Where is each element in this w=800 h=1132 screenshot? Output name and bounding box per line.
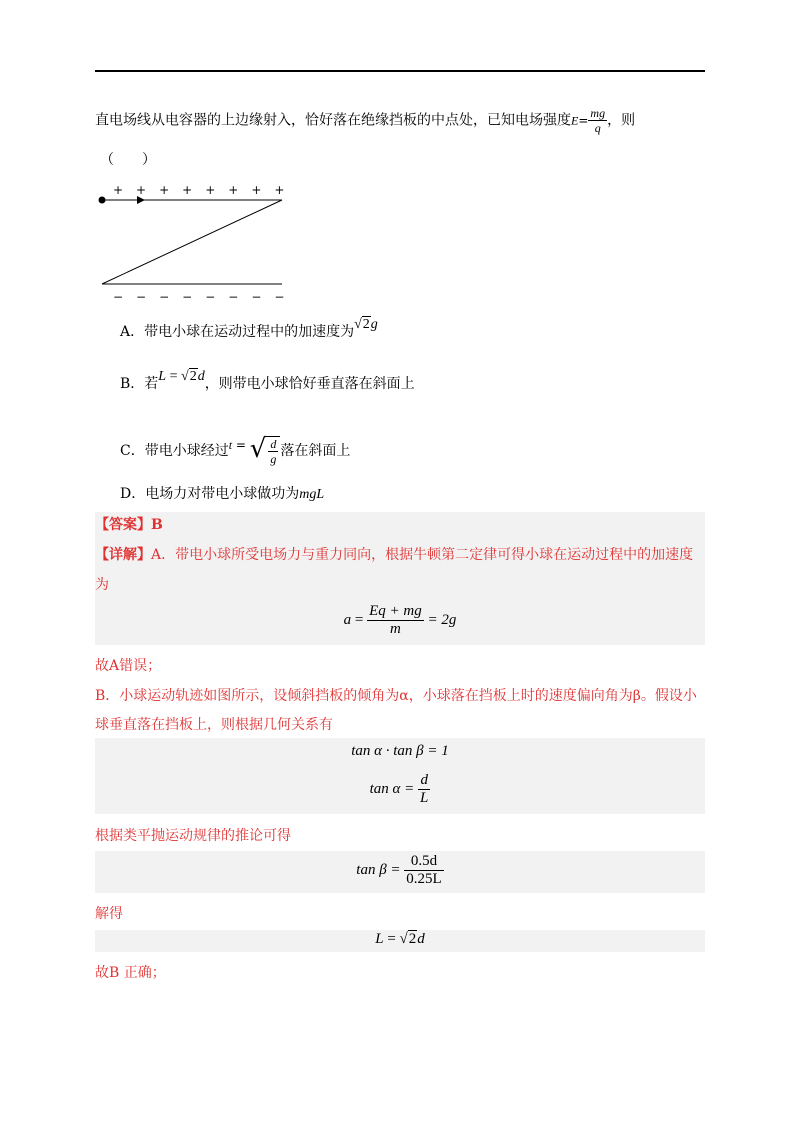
stem-E: E (571, 113, 579, 128)
eq4-fraction (404, 853, 443, 888)
eq1-eq: = (351, 611, 368, 628)
option-c-suffix: 落在斜面上 (280, 443, 351, 459)
answer-bracket: （ ） (100, 152, 156, 168)
eq1-fraction (367, 603, 424, 638)
eq1-lhs: a (343, 611, 352, 628)
option-b-math: L = √2d (158, 369, 205, 384)
detail-label: 【详解】 (95, 547, 151, 563)
equation-L-result: L = √2d (375, 931, 425, 947)
velocity-arrow (137, 196, 145, 204)
option-c (120, 436, 350, 466)
sqrt-sign: √ (249, 434, 267, 464)
eq3-fraction (418, 772, 430, 807)
header-rule (95, 70, 705, 72)
infer-line: 根据类平抛运动规律的推论可得 (95, 828, 291, 844)
detail-line-1 (95, 545, 693, 565)
option-b-eq: = (166, 369, 181, 384)
eq5-radicand: 2 (408, 931, 417, 947)
equation-tan-product: tan α · tan β = 1 (351, 743, 449, 759)
stem-den: q (594, 121, 601, 135)
eq1-rhs: = 2g (423, 611, 457, 628)
equation-tan-beta (95, 853, 705, 888)
eq3-num: d (418, 772, 430, 790)
option-c-den: g (270, 452, 277, 466)
detail-line-2: 为 (95, 577, 109, 593)
plus-signs: + + + + + + + + (113, 183, 285, 197)
option-a-g: g (370, 317, 378, 332)
equation-acceleration (95, 603, 705, 638)
option-b (120, 369, 415, 395)
option-a-radicand: 2 (362, 317, 370, 332)
stem-eq: = (578, 113, 589, 128)
inclined-baffle (102, 200, 282, 284)
eq4-den: 0.25L (406, 871, 442, 887)
eq5-d: d (417, 931, 425, 947)
option-d-math: mgL (299, 487, 325, 502)
b-line-2: 球垂直落在挡板上，则根据几何关系有 (95, 717, 333, 733)
a-wrong: 故A错误； (95, 658, 162, 674)
option-b-suffix: ，则带电小球恰好垂直落在斜面上 (204, 376, 415, 392)
stem-num: mg (590, 106, 606, 120)
option-a (120, 317, 378, 343)
option-a-text: A．带电小球在运动过程中的加速度为 (120, 324, 355, 340)
eq5-L: L (375, 931, 384, 947)
minus-signs: − − − − − − − − (113, 290, 285, 304)
eq4-num: 0.5d (404, 853, 443, 871)
option-d (120, 484, 324, 505)
eq3-lhs: tan α = (369, 780, 419, 797)
question-stem (95, 106, 635, 135)
option-a-math: √2g (354, 317, 378, 332)
answer-label: 【答案】B (95, 517, 163, 533)
option-b-d: d (197, 369, 205, 384)
eq1-num: Eq + mg (369, 603, 422, 619)
option-c-t: t (228, 438, 233, 452)
equation-tan-alpha (95, 772, 705, 807)
option-b-prefix: B．若 (120, 376, 159, 392)
eq1-den: m (390, 621, 401, 637)
capacitor-diagram (95, 190, 295, 300)
eq3-den: L (420, 790, 429, 806)
option-c-prefix: C．带电小球经过 (120, 443, 229, 459)
eq5-eq: = (383, 931, 400, 947)
option-c-sqrt (250, 436, 281, 466)
option-b-L: L (158, 369, 167, 384)
option-c-num: d (270, 437, 277, 451)
option-d-text: D．电场力对带电小球做功为 (120, 486, 300, 502)
b-right: 故B 正确； (95, 965, 166, 981)
stem-fraction (588, 106, 607, 135)
eq4-lhs: tan β = (356, 861, 405, 878)
stem-end: ，则 (607, 112, 636, 129)
stem-text: 直电场线从电容器的上边缘射入，恰好落在绝缘挡板的中点处，已知电场强度 (95, 112, 571, 129)
detail-a-text: A．带电小球所受电场力与重力同向，根据牛顿第二定律可得小球在运动过程中的加速度 (151, 547, 694, 563)
option-b-radicand: 2 (189, 369, 197, 384)
option-c-eq: = (232, 438, 250, 452)
b-line-1: B．小球运动轨迹如图所示，设倾斜挡板的倾角为α，小球落在挡板上时的速度偏向角为β。假设小 (95, 688, 697, 704)
solve-line: 解得 (95, 906, 123, 922)
